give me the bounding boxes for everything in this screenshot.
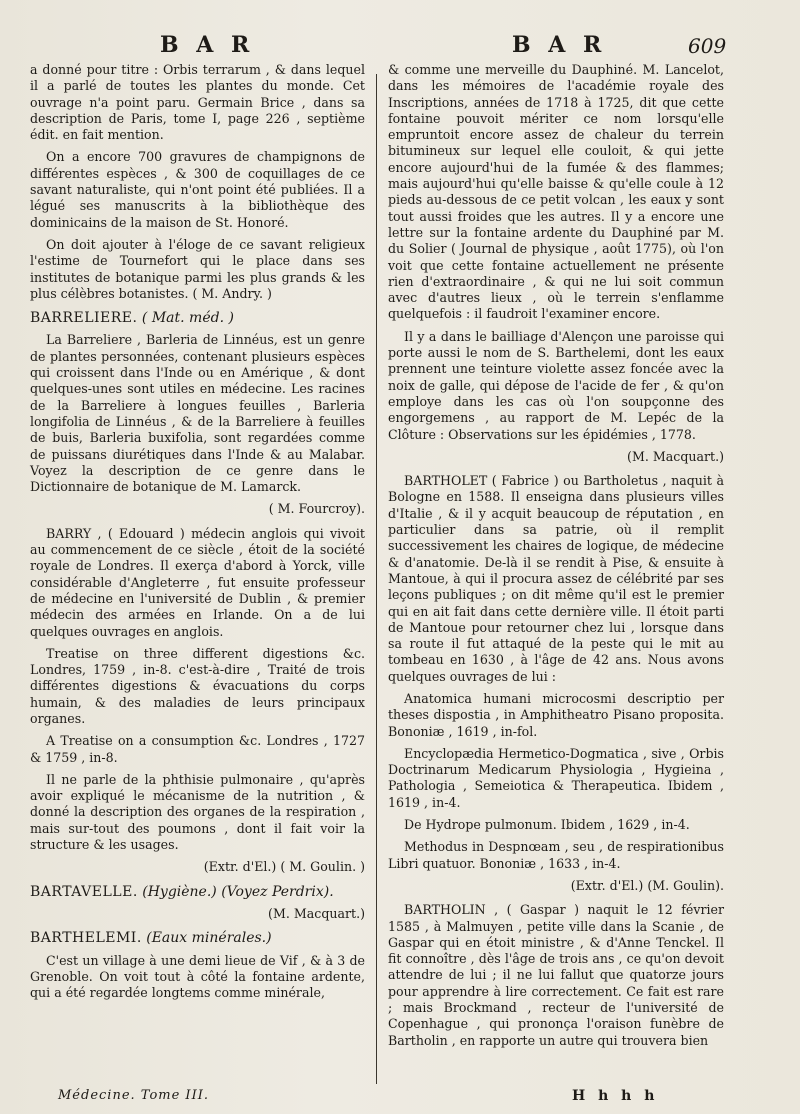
entry-headword: BARRELIERE. (30, 310, 138, 327)
running-head-left: B A R (160, 32, 255, 58)
signature-left: Médecine. Tome III. (58, 1088, 209, 1103)
continued-paragraph: & comme une merveille du Dauphiné. M. Lancelot, dans les mémoires de l'académie royale des Inscriptions, années de 1718 à 1725, dit que cette fontaine pouvoit mériter ce nom lorsqu'elle empruntoit encore assez de chaleur du terrein bitumineux sur lequel elle couloit, & qui jette encore aujourd'hui de la fumée & des flammes; mais aujourd'hui qu'elle baisse & qu'elle coule à 12 pieds au-dessous de ce petit volcan , les eaux y sont tout aussi froides que les autres. Il y a encore une lettre sur la fontaine ardente du Dauphiné par M. du Solier ( Journal de physique , août 1775), où l'on voit que cette fontaine actuellement ne présente rien d'extraordinaire , & qui ne lui soit commun avec d'autres lieux , où le terrein s'enflamme quelquefois : il faudroit l'examiner encore. (388, 62, 724, 322)
paragraph: BARRY , ( Edouard ) médecin anglois qui vivoit au commencement de ce siècle , étoit de la société royale de Londres. Il exerça d'abord à Yorck, ville considérable d'Angleterre , fut ensuite professeur de médecine en l'université de Dublin , & premier médecin des armées en Irlande. On a de lui quelques ouvrages en anglois. (30, 525, 365, 639)
paragraph: On a encore 700 gravures de champignons de différentes espèces , & 300 de coquillages de ce savant naturaliste, qui n'ont point été publiées. Il a légué ses manuscrits à la bibliothèque des dominicains de la maison de St. Honoré. (30, 149, 365, 230)
left-column (30, 62, 365, 1007)
paragraph: La Barreliere , Barleria de Linnéus, est un genre de plantes personnées, contenant plusieurs espèces qui croissent dans l'Inde ou en Amérique , & dont quelques-unes sont utiles en médecine. Les racines de la Barreliere à longues feuilles , Barleria longifolia de Linnéus , & de la Barreliere à feuilles de buis, Barleria buxifolia, sont regardées comme de puissans diurétiques dans l'Inde & au Malabar. Voyez la description de ce genre dans le Dictionnaire de botanique de M. Lamarck. (30, 332, 365, 495)
entry-subject: ( Mat. méd. ) (141, 310, 234, 327)
paragraph: On doit ajouter à l'éloge de ce savant religieux l'estime de Tournefort qui le place dans ses institutes de botanique parmi les plus grands & les plus célèbres botanistes. ( M. Andry. ) (30, 236, 365, 301)
author-signature: (M. Macquart.) (268, 905, 365, 921)
entry-subject: (Eaux minérales.) (146, 930, 272, 947)
bibliography-entry: Methodus in Despnœam , seu , de respirationibus Libri quatuor. Bononiæ , 1633 , in-4. (388, 839, 724, 871)
column-divider (376, 74, 377, 1084)
page-number: 609 (688, 34, 727, 58)
author-signature: (Extr. d'El.) ( M. Goulin. ) (203, 859, 365, 875)
entry-subject: (Hygiène.) (Voyez Perdrix). (142, 883, 334, 900)
bibliography-entry: Anatomica humani microcosmi descriptio per theses dispostia , in Amphitheatro Pisano proposita. Bononiæ , 1619 , in-fol. (388, 690, 724, 739)
bibliography-entry: De Hydrope pulmonum. Ibidem , 1629 , in-4. (404, 817, 690, 833)
paragraph: BARTHOLIN , ( Gaspar ) naquit le 12 février 1585 , à Malmuyen , petite ville dans la Scanie , de Gaspar qui en étoit ministre , & d'Anne Tenckel. Il fit connoître , dès l'âge de trois ans , ce qu'on devoit attendre de lui ; il ne lui fallut que quatorze jours pour apprendre à lire correctement. Ce fait est rare ; mais Brockmand , recteur de l'université de Copenhague , qui prononça l'oraison funèbre de Bartholin , en rapporte un autre qui trouvera bien (388, 902, 724, 1048)
right-column (388, 62, 724, 1055)
author-signature: (M. Macquart.) (627, 448, 724, 464)
entry-heading (30, 884, 365, 900)
paragraph: C'est un village à une demi lieue de Vif , & à 3 de Grenoble. On voit tout à côté la fontaine ardente, qui a été regardée longtems comme minérale, (30, 952, 365, 1001)
author-signature: (Extr. d'El.) (M. Goulin). (570, 877, 724, 893)
bibliography-entry: A Treatise on a consumption &c. Londres , 1727 & 1759 , in-8. (30, 733, 365, 765)
entry-heading (30, 310, 365, 326)
author-signature: ( M. Fourcroy). (268, 501, 365, 517)
running-head-right: B A R (512, 32, 607, 58)
entry-headword: BARTAVELLE. (30, 883, 138, 900)
signature-mark: H h h h (572, 1088, 659, 1104)
paragraph: Il ne parle de la phthisie pulmonaire , qu'après avoir expliqué le mécanisme de la nutrition , & donné la description des organes de la respiration , mais sur-tout des poumons , dont il fait voir la structure & les usages. (30, 771, 365, 853)
continued-paragraph: a donné pour titre : Orbis terrarum , & dans lequel il a parlé de toutes les plantes du monde. Cet ouvrage n'a point paru. Germain Brice , dans sa description de Paris, tome I, page 226 , septième édit. en fait mention. (30, 62, 365, 143)
bibliography-entry: Encyclopædia Hermetico-Dogmatica , sive , Orbis Doctrinarum Medicarum Physiologia , Hygieina , Pathologia , Semeiotica & Therapeutica. Ibidem , 1619 , in-4. (388, 745, 724, 810)
entry-heading (30, 930, 365, 946)
paragraph: Il y a dans le bailliage d'Alençon une paroisse qui porte aussi le nom de S. Barthelemi, dont les eaux prennent une teinture violette assez foncée avec la noix de galle, qui dépose de l'acide de fer , & qu'on employe dans les cas où l'on soupçonne des engorgemens , au rapport de M. Lepéc de la Clôture : Observations sur les épidémies , 1778. (388, 328, 724, 442)
entry-headword: BARTHELEMI. (30, 930, 142, 947)
bibliography-entry: Treatise on three different digestions &c. Londres, 1759 , in-8. c'est-à-dire , Traité de trois différentes digestions & évacuations du corps humain, & des maladies de leurs principaux organes. (30, 645, 365, 726)
running-head (0, 32, 800, 62)
paragraph: BARTHOLET ( Fabrice ) ou Bartholetus , naquit à Bologne en 1588. Il enseigna dans plusieurs villes d'Italie , & il y acquit beaucoup de réputation , en particulier dans sa patrie, où il remplit successivement les chaires de logique, de médecine & d'anatomie. De-là il se rendit à Pise, & ensuite à Mantoue, à qui il procura assez de célébrité par ses leçons publiques ; on dit même qu'il est le premier qui en ait fait dans cette dernière ville. Il étoit parti de Mantoue pour retourner chez lui , lorsque dans sa route il fut attaqué de la peste qui le mit au tombeau en 1630 , à l'âge de 42 ans. Nous avons quelques ouvrages de lui : (388, 473, 724, 684)
